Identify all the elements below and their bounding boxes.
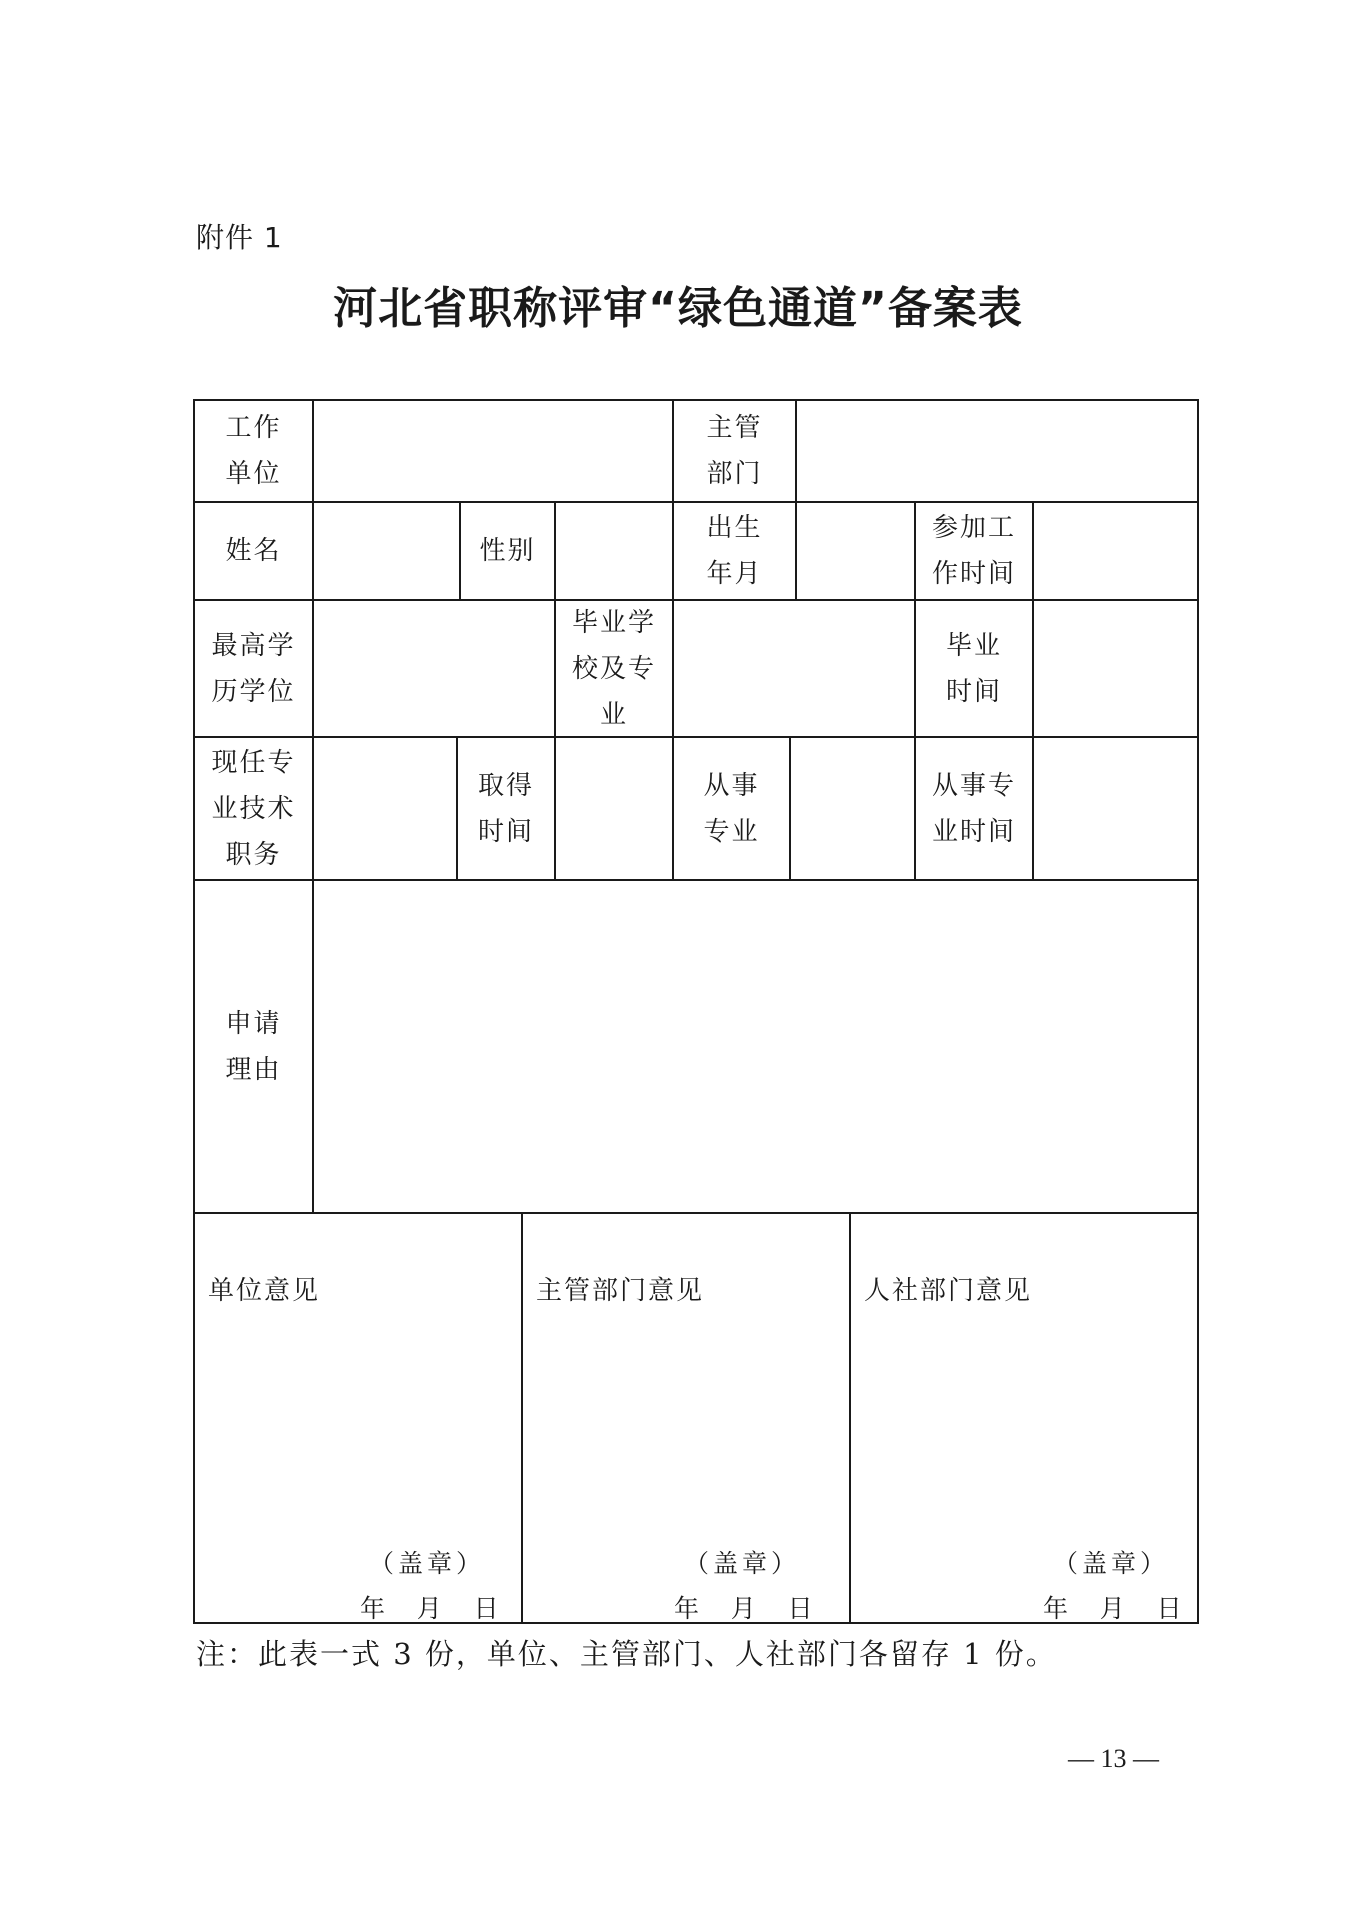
name-label: 姓名 [225, 536, 282, 566]
footnote: 注：此表一式 3 份，单位、主管部门、人社部门各留存 1 份。 [196, 1637, 1057, 1671]
page-number: — 13 — [1068, 1744, 1159, 1773]
graduation-time-field[interactable] [1034, 601, 1197, 736]
hr-date: 年 月 日 [1043, 1594, 1182, 1623]
reason-label: 申请 理由 [225, 1008, 282, 1085]
supervisor-opinion-label: 主管部门意见 [536, 1276, 705, 1306]
unit-date: 年 月 日 [360, 1594, 499, 1623]
hr-seal: （盖章） [1052, 1549, 1169, 1578]
column-divider [849, 1212, 851, 1624]
field-time-label: 从事专 业时间 [931, 770, 1016, 847]
school-major-label: 毕业学 校及专 业 [571, 607, 656, 730]
supervisor-dept-field[interactable] [797, 401, 1197, 501]
reason-field[interactable] [314, 881, 1197, 1212]
graduation-time-label: 毕业 时间 [945, 630, 1002, 707]
current-title-field[interactable] [314, 738, 456, 879]
document-title: 河北省职称评审“绿色通道”备案表 [333, 283, 1023, 334]
supervisor-date: 年 月 日 [674, 1594, 813, 1623]
birth-date-field[interactable] [797, 503, 914, 599]
table-border-right [1197, 399, 1199, 1624]
unit-opinion-label: 单位意见 [208, 1276, 321, 1306]
field-field[interactable] [791, 738, 914, 879]
education-field[interactable] [314, 601, 554, 736]
unit-seal: （盖章） [368, 1549, 485, 1578]
work-unit-label: 工作 单位 [225, 413, 282, 489]
school-major-field[interactable] [674, 601, 914, 736]
supervisor-dept-label: 主管 部门 [706, 413, 763, 489]
gender-label: 性别 [479, 536, 536, 566]
row-divider [193, 1212, 1199, 1214]
birth-date-label: 出生 年月 [706, 513, 763, 589]
work-start-label: 参加工 作时间 [931, 513, 1016, 589]
field-label: 从事 专业 [703, 770, 760, 847]
work-start-field[interactable] [1034, 503, 1197, 599]
field-time-field[interactable] [1034, 738, 1197, 879]
supervisor-seal: （盖章） [683, 1549, 800, 1578]
work-unit-field[interactable] [314, 401, 672, 501]
hr-opinion-label: 人社部门意见 [864, 1276, 1033, 1306]
obtained-time-label: 取得 时间 [477, 770, 534, 847]
column-divider [521, 1212, 523, 1624]
education-label: 最高学 历学位 [211, 630, 296, 707]
name-field[interactable] [314, 503, 459, 599]
current-title-label: 现任专 业技术 职务 [211, 747, 296, 870]
obtained-time-field[interactable] [556, 738, 672, 879]
gender-field[interactable] [556, 503, 672, 599]
attachment-label: 附件 1 [196, 221, 283, 254]
